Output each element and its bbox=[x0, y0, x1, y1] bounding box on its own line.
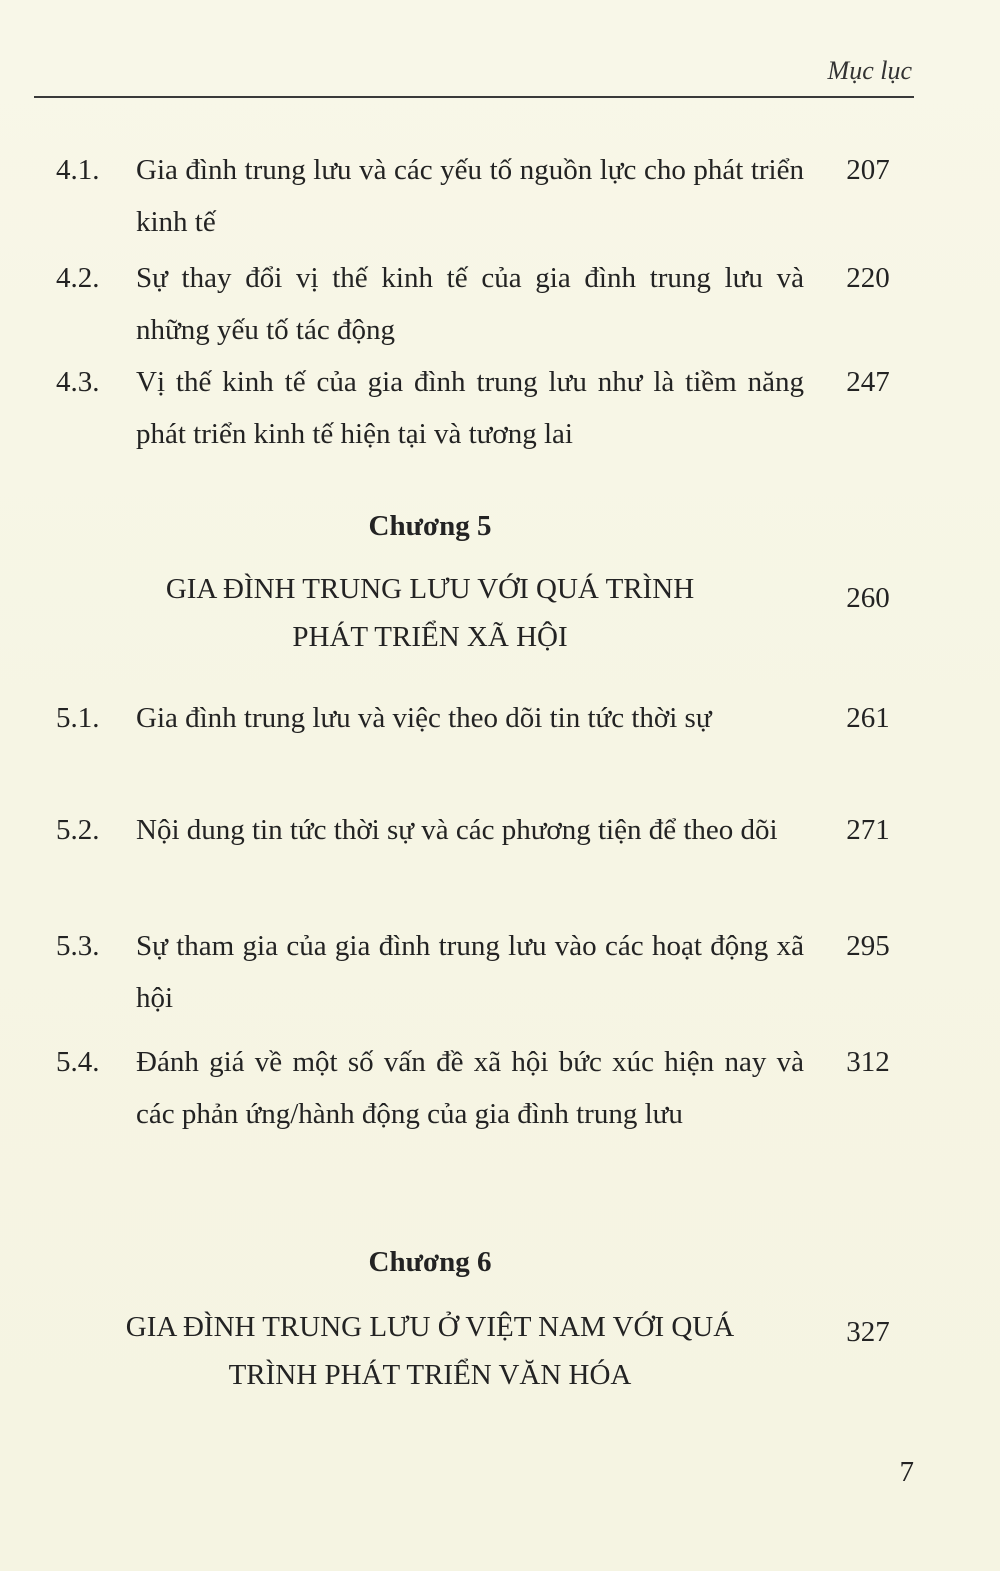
entry-page-number: 312 bbox=[846, 1046, 890, 1078]
chapter-5-title-line-2[interactable]: PHÁT TRIỂN XÃ HỘI bbox=[292, 621, 568, 653]
entry-title: Nội dung tin tức thời sự và các phương tiện để theo dõi bbox=[136, 814, 778, 846]
entry-number: 5.2. bbox=[56, 814, 100, 846]
running-header: Mục lục bbox=[827, 56, 912, 85]
chapter-6-title-line-1[interactable]: GIA ĐÌNH TRUNG LƯU Ở VIỆT NAM VỚI QUÁ bbox=[125, 1311, 735, 1343]
header-rule bbox=[34, 96, 914, 98]
page-folio: 7 bbox=[899, 1456, 914, 1488]
entry-title: Sự tham gia của gia đình trung lưu vào các hoạt động xã hội bbox=[136, 930, 804, 1014]
entry-number: 4.3. bbox=[56, 366, 100, 398]
chapter-5-title-line-1[interactable]: GIA ĐÌNH TRUNG LƯU VỚI QUÁ TRÌNH bbox=[165, 573, 695, 605]
entry-page-number: 295 bbox=[846, 930, 890, 962]
entry-title: Gia đình trung lưu và việc theo dõi tin tức thời sự bbox=[136, 702, 712, 734]
entry-page-number: 220 bbox=[846, 262, 890, 294]
chapter-6-page-number: 327 bbox=[846, 1316, 890, 1348]
chapter-5-page-number: 260 bbox=[846, 582, 890, 614]
entry-number: 4.2. bbox=[56, 262, 100, 294]
chapter-6-title-line-2[interactable]: TRÌNH PHÁT TRIỂN VĂN HÓA bbox=[228, 1359, 632, 1391]
entry-title: Sự thay đổi vị thế kinh tế của gia đình trung lưu và những yếu tố tác động bbox=[136, 262, 804, 346]
entry-title: Đánh giá về một số vấn đề xã hội bức xúc hiện nay và các phản ứng/hành động của gia đình trung lưu bbox=[136, 1046, 804, 1130]
entry-page-number: 247 bbox=[846, 366, 890, 398]
entry-page-number: 207 bbox=[846, 154, 890, 186]
entry-title: Gia đình trung lưu và các yếu tố nguồn lực cho phát triển kinh tế bbox=[136, 154, 804, 238]
entry-number: 5.1. bbox=[56, 702, 100, 734]
entry-title: Vị thế kinh tế của gia đình trung lưu như là tiềm năng phát triển kinh tế hiện tại và tương lai bbox=[136, 366, 804, 450]
chapter-5-label: Chương 5 bbox=[368, 510, 492, 542]
entry-number: 4.1. bbox=[56, 154, 100, 186]
entry-number: 5.4. bbox=[56, 1046, 100, 1078]
entry-page-number: 261 bbox=[846, 702, 890, 734]
entry-page-number: 271 bbox=[846, 814, 890, 846]
entry-number: 5.3. bbox=[56, 930, 100, 962]
chapter-6-label: Chương 6 bbox=[368, 1246, 492, 1278]
